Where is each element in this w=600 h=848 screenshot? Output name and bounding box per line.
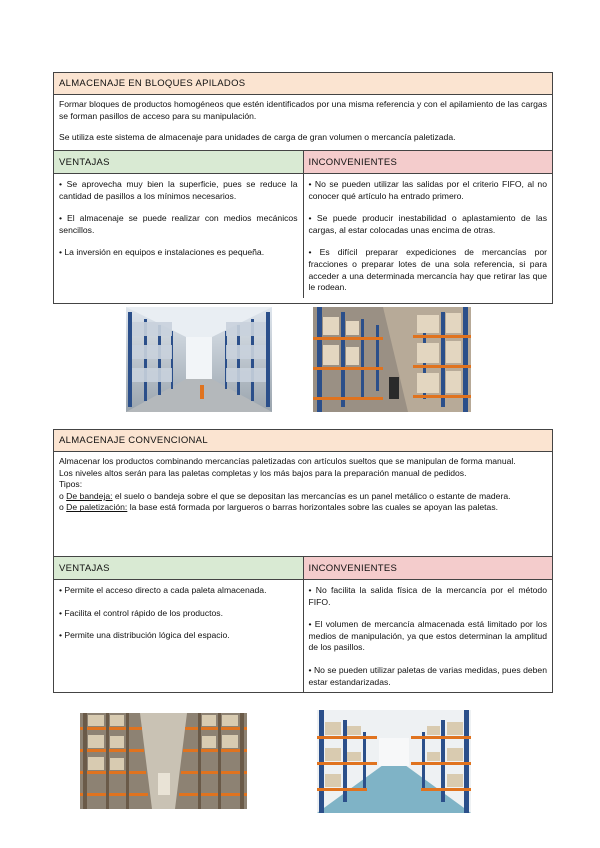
warehouse-photo xyxy=(80,713,247,809)
warehouse-photo xyxy=(317,710,471,813)
inconvenientes-header: INCONVENIENTES xyxy=(304,557,553,580)
tipo-text: el suelo o bandeja sobre el que se depositan las mercancías es un panel metálico o estante de madera. xyxy=(112,490,511,501)
tipo-term: De paletización: xyxy=(66,502,128,513)
section-title: ALMACENAJE CONVENCIONAL xyxy=(54,430,552,452)
inconvenientes-list xyxy=(304,174,553,298)
ventajas-list xyxy=(54,174,303,263)
list-item: • Se aprovecha muy bien la superficie, pues se reduce la cantidad de pasillos a los mínimos necesarios. xyxy=(59,179,298,201)
tipo-text: la base está formada por largueros o barras horizontales sobre las cuales se apoyan las paletas. xyxy=(127,502,499,513)
description-paragraph: Se utiliza este sistema de almacenaje para unidades de carga de gran volumen o mercancía paletizada. xyxy=(59,132,456,143)
list-item: • Es difícil preparar expediciones de mercancías por fracciones o preparar lotes de una sola referencia, si para acceder a una determinada mercancía hay que retirar las que le rodean. xyxy=(308,247,547,293)
description-paragraph: Formar bloques de productos homogéneos que estén identificados por una misma referencia y con el apilamiento de las cargas se forman pasillos de acceso para su manipulación. xyxy=(59,99,547,121)
section-description xyxy=(54,95,552,151)
list-item: • Permite una distribución lógica del espacio. xyxy=(59,630,230,641)
ventajas-list xyxy=(54,580,303,646)
ventajas-column xyxy=(54,557,304,692)
pros-cons-table xyxy=(54,557,552,692)
tipo-item xyxy=(59,502,547,514)
section-bloques-apilados xyxy=(53,72,553,304)
list-item: • No se pueden utilizar las salidas por el criterio FIFO, al no conocer qué artículo ha entrado primero. xyxy=(308,179,547,201)
list-item: • La inversión en equipos e instalaciones es pequeña. xyxy=(59,247,265,258)
list-item: • Permite el acceso directo a cada paleta almacenada. xyxy=(59,585,267,595)
tipos-label: Tipos: xyxy=(59,479,83,490)
tipo-bullet: o xyxy=(59,490,67,501)
ventajas-column xyxy=(54,151,304,298)
tipo-item xyxy=(59,491,547,503)
warehouse-photo xyxy=(126,307,272,412)
tipo-bullet: o xyxy=(59,502,67,513)
inconvenientes-column xyxy=(304,557,553,692)
description-paragraph: Los niveles altos serán para las paletas completas y los más bajos para la preparación manual de pedidos. xyxy=(59,467,467,478)
list-item: • El almacenaje se puede realizar con medios mecánicos sencillos. xyxy=(59,213,298,235)
inconvenientes-column xyxy=(304,151,553,298)
section-title: ALMACENAJE EN BLOQUES APILADOS xyxy=(54,73,552,95)
inconvenientes-list xyxy=(304,580,553,692)
section-description xyxy=(54,452,552,557)
ventajas-header: VENTAJAS xyxy=(54,151,303,174)
list-item: • No facilita la salida física de la mercancía por el método FIFO. xyxy=(308,585,547,607)
description-paragraph: Almacenar los productos combinando mercancías paletizadas con artículos sueltos que se manipulan de forma manual. xyxy=(59,456,516,466)
pros-cons-table xyxy=(54,151,552,298)
tipo-term: De bandeja: xyxy=(66,490,113,501)
list-item: • Se puede producir inestabilidad o aplastamiento de las cargas, al estar colocadas unas encima de otras. xyxy=(308,213,547,235)
list-item: • El volumen de mercancía almacenada está limitado por los medios de manipulación, ya que estos determinan la amplitud de los pasillos. xyxy=(308,619,547,653)
section-convencional xyxy=(53,429,553,693)
ventajas-header: VENTAJAS xyxy=(54,557,303,580)
list-item: • No se pueden utilizar paletas de varias medidas, pues deben estar estandarizadas. xyxy=(308,664,547,687)
list-item: • Facilita el control rápido de los productos. xyxy=(59,607,223,618)
warehouse-photo xyxy=(313,307,471,412)
inconvenientes-header: INCONVENIENTES xyxy=(304,151,553,174)
